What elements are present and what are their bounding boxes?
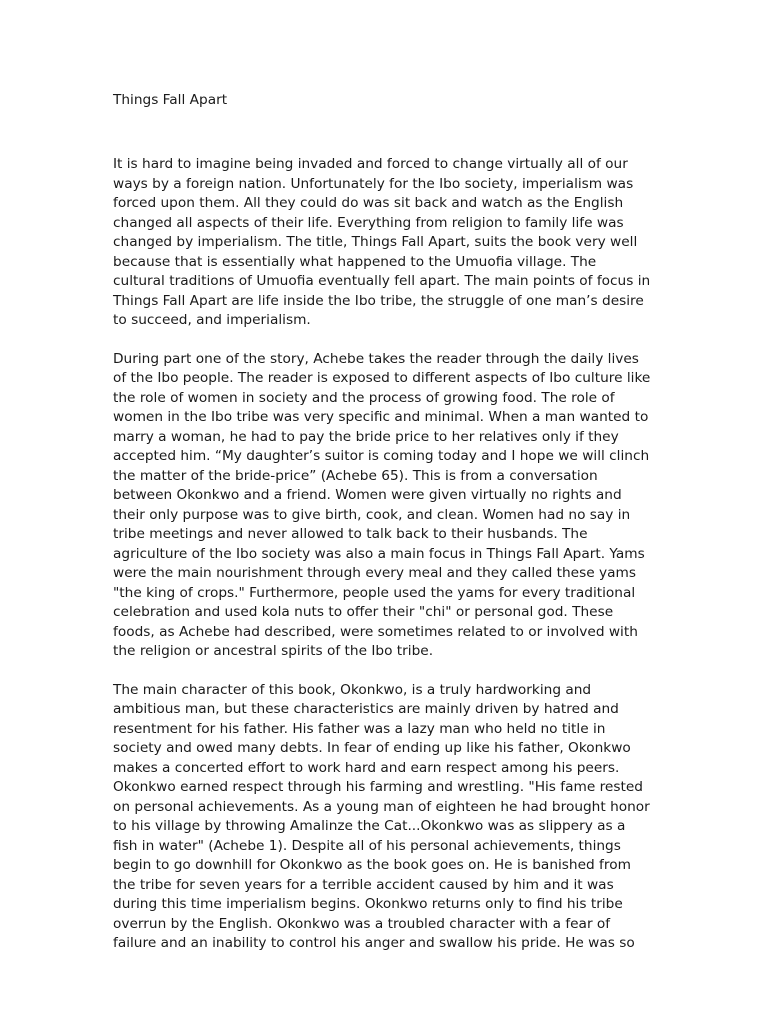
text-line: tribe meetings and never allowed to talk back to their husbands. The (113, 526, 588, 542)
text-line: on personal achievements. As a young man of eighteen he had brought honor (113, 798, 650, 815)
text-line: begin to go downhill for Okonkwo as the book goes on. He is banished from (113, 857, 631, 873)
text-line: ambitious man, but these characteristics are mainly driven by hatred and (113, 701, 619, 717)
text-line: to succeed, and imperialism. (113, 312, 311, 328)
text-line: forced upon them. All they could do was sit back and watch as the English (113, 195, 624, 211)
text-line: between Okonkwo and a friend. Women were given virtually no rights and (113, 487, 622, 503)
paragraph-1 (113, 155, 663, 331)
text-line: "the king of crops." Furthermore, people used the yams for every traditional (113, 584, 636, 601)
text-line: It is hard to imagine being invaded and forced to change virtually all of our (113, 156, 628, 172)
text-line: celebration and used kola nuts to offer their "chi" or personal god. These (113, 604, 614, 620)
text-line: women in the Ibo tribe was very specific and minimal. When a man wanted to (113, 409, 649, 425)
text-line: failure and an inability to control his anger and swallow his pride. He was so (113, 935, 635, 951)
document-body (113, 155, 663, 973)
text-line: foods, as Achebe had described, were sometimes related to or involved with (113, 623, 638, 640)
paragraph-3 (113, 681, 663, 954)
text-line: society and owed many debts. In fear of ending up like his father, Okonkwo (113, 740, 631, 756)
text-line: agriculture of the Ibo society was also a main focus in Things Fall Apart. Yams (113, 545, 645, 562)
text-line: changed by imperialism. The title, Things Fall Apart, suits the book very well (113, 234, 638, 250)
text-line: The main character of this book, Okonkwo, is a truly hardworking and (113, 681, 592, 698)
text-line: overrun by the English. Okonkwo was a troubled character with a fear of (113, 915, 611, 932)
text-line: to his village by throwing Amalinze the Cat...Okonkwo was as slippery as a (113, 818, 626, 834)
text-line: the matter of the bride-price” (Achebe 65). This is from a conversation (113, 467, 598, 484)
text-line: of the Ibo people. The reader is exposed to different aspects of Ibo culture like (113, 370, 651, 386)
text-line: changed all aspects of their life. Everything from religion to family life was (113, 214, 624, 231)
text-line: cultural traditions of Umuofia eventually fell apart. The main points of focus in (113, 273, 651, 289)
text-line: during this time imperialism begins. Okonkwo returns only to find his tribe (113, 896, 623, 912)
text-line: During part one of the story, Achebe takes the reader through the daily lives (113, 350, 639, 367)
text-line: accepted him. “My daughter’s suitor is coming today and I hope we will clinch (113, 448, 650, 464)
text-line: the role of women in society and the process of growing food. The role of (113, 389, 615, 406)
text-line: fish in water" (Achebe 1). Despite all of his personal achievements, things (113, 837, 621, 854)
document-title: Things Fall Apart (113, 92, 228, 108)
text-line: marry a woman, he had to pay the bride price to her relatives only if they (113, 428, 619, 445)
text-line: the tribe for seven years for a terrible accident caused by him and it was (113, 876, 614, 893)
text-line: Okonkwo earned respect through his farming and wrestling. "His fame rested (113, 779, 643, 795)
text-line: Things Fall Apart are life inside the Ibo tribe, the struggle of one man’s desire (113, 292, 644, 309)
text-line: were the main nourishment through every meal and they called these yams (113, 565, 636, 581)
text-line: resentment for his father. His father was a lazy man who held no title in (113, 720, 606, 737)
text-line: makes a concerted effort to work hard and earn respect among his peers. (113, 759, 620, 776)
text-line: the religion or ancestral spirits of the Ibo tribe. (113, 643, 434, 659)
text-line: their only purpose was to give birth, cook, and clean. Women had no say in (113, 506, 631, 523)
text-line: ways by a foreign nation. Unfortunately for the Ibo society, imperialism was (113, 175, 634, 192)
text-line: because that is essentially what happened to the Umuofia village. The (113, 253, 597, 270)
paragraph-2 (113, 350, 663, 662)
